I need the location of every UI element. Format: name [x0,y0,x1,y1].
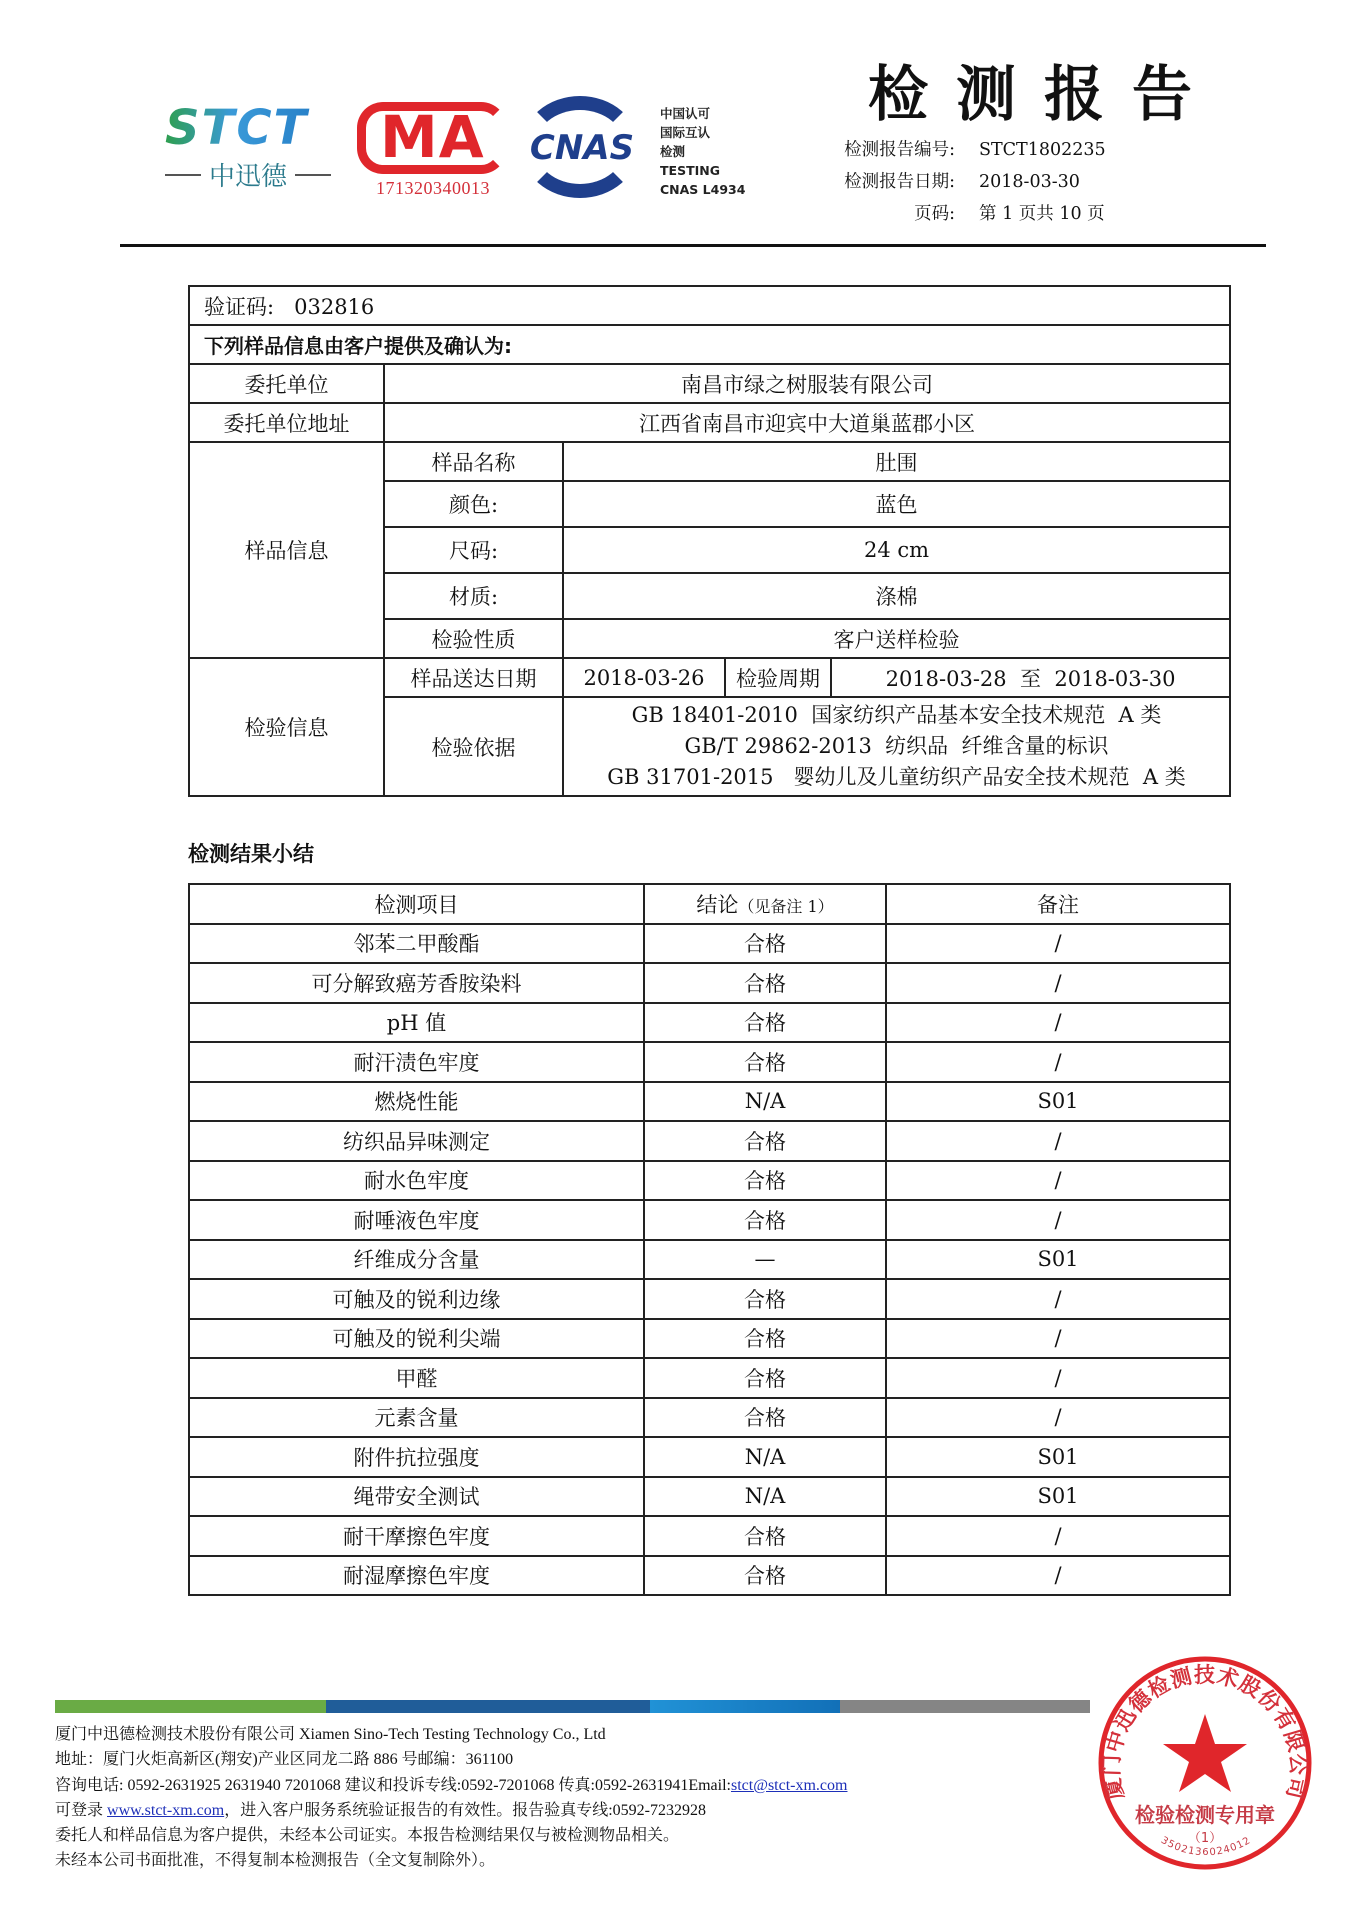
cnas-line: 中国认可 [660,106,711,121]
test-conclusion: 合格 [644,1358,886,1398]
sample-info-table [188,285,1231,797]
sample-field-value: 24 cm [563,527,1230,573]
stct-logo-subtitle [165,156,355,193]
meta-label: 检测报告编号: [844,140,955,160]
test-remark: / [886,963,1230,1003]
table-row [189,1082,1230,1122]
test-remark: / [886,1003,1230,1043]
seal-sub-text: （1） [1187,1831,1223,1846]
sample-field-value: 肚围 [563,442,1230,481]
sample-field-label: 样品名称 [384,442,563,481]
stct-logo-word: STCT [165,104,355,152]
test-conclusion: 合格 [644,1516,886,1556]
address-row [189,403,1230,442]
test-remark: / [886,1121,1230,1161]
address-value: 江西省南昌市迎宾中大道巢蓝郡小区 [384,403,1230,442]
footer-color-bar [55,1700,1090,1713]
test-remark: S01 [886,1437,1230,1477]
test-remark: / [886,1556,1230,1596]
cnas-line: 检测 [660,144,686,159]
basis-standard: GB 31701-2015 婴幼儿及儿童纺织产品安全技术规范 A 类 [607,765,1186,789]
table-row [189,1516,1230,1556]
page-number: 第 1 页共 10 页 [979,204,1105,224]
table-row [189,1358,1230,1398]
client-value: 南昌市绿之树服装有限公司 [384,364,1230,403]
client-label: 委托单位 [189,364,384,403]
cnas-logo [517,96,647,204]
test-item: 附件抗拉强度 [189,1437,644,1477]
cma-logo-text: MA [380,103,485,171]
test-conclusion: N/A [644,1437,886,1477]
test-item: 可触及的锐利边缘 [189,1279,644,1319]
receive-date-value: 2018-03-26 [563,658,725,697]
results-header-row [189,884,1230,924]
col-header-item: 检测项目 [189,884,644,924]
cnas-line: 国际互认 [660,125,711,140]
test-remark: S01 [886,1082,1230,1122]
cnas-line: TESTING [660,163,720,178]
sample-field-label: 尺码: [384,527,563,573]
test-item: 耐湿摩擦色牢度 [189,1556,644,1596]
verify-code-row [189,286,1230,325]
test-item: 可触及的锐利尖端 [189,1319,644,1359]
footer-login-suffix: ，进入客户服务系统验证报告的有效性。报告验真专线:0592-7232928 [224,1801,706,1819]
inspect-group-label: 检验信息 [189,658,384,796]
sample-field-label: 检验性质 [384,619,563,658]
col-header-remark: 备注 [886,884,1230,924]
stct-logo [165,100,355,194]
test-remark: / [886,1161,1230,1201]
test-remark: S01 [886,1240,1230,1280]
test-conclusion: 合格 [644,1200,886,1240]
seal-ring-text: 厦门中迅德检测技术股份有限公司 [1099,1663,1311,1802]
test-item: 耐唾液色牢度 [189,1200,644,1240]
test-remark: S01 [886,1477,1230,1517]
footer-disclaimer: 未经本公司书面批准，不得复制本检测报告（全文复制除外）。 [55,1852,496,1870]
test-remark: / [886,1279,1230,1319]
test-remark: / [886,1516,1230,1556]
conclusion-label: 结论 [696,892,739,917]
address-label: 委托单位地址 [189,403,384,442]
meta-label: 检测报告日期: [844,172,955,192]
table-row [189,1200,1230,1240]
test-remark: / [886,1200,1230,1240]
conclusion-note: （见备注 1） [738,896,834,916]
test-item: 元素含量 [189,1398,644,1438]
report-date: 2018-03-30 [979,172,1080,192]
report-date-row [820,166,1106,198]
basis-standard: GB/T 29862-2013 纺织品 纤维含量的标识 [684,734,1109,758]
client-row [189,364,1230,403]
footer-disclaimer: 委托人和样品信息为客户提供，未经本公司证实。本报告检测结果仅与被检测物品相关。 [55,1827,680,1845]
test-item: 甲醛 [189,1358,644,1398]
test-item: pH 值 [189,1003,644,1043]
footer-info [55,1722,847,1874]
test-conclusion: N/A [644,1082,886,1122]
test-conclusion: 合格 [644,1319,886,1359]
sample-field-value: 客户送样检验 [563,619,1230,658]
official-seal-icon [1094,1652,1316,1874]
report-number-row [820,134,1106,166]
test-remark: / [886,1042,1230,1082]
header-divider [120,244,1266,247]
test-conclusion: 合格 [644,1121,886,1161]
table-row [189,1437,1230,1477]
footer-bar-blue [326,1700,650,1713]
footer-login-prefix: 可登录 [55,1801,108,1819]
sample-field-value: 涤棉 [563,573,1230,619]
seal-code: 3502136024012 [1158,1834,1254,1859]
cnas-line: CNAS L4934 [660,182,746,197]
receive-date-label: 样品送达日期 [384,658,563,697]
basis-values [563,697,1230,796]
col-header-conclusion [644,884,886,924]
footer-bar-green [55,1700,326,1713]
footer-verify [55,1798,847,1823]
divider [165,174,201,176]
verify-code-label: 验证码: [204,294,275,319]
test-item: 耐水色牢度 [189,1161,644,1201]
seal-center-text: 检验检测专用章 [1135,1803,1275,1827]
test-conclusion: 合格 [644,1398,886,1438]
footer-bar-light-blue [650,1700,840,1713]
table-row [189,963,1230,1003]
email-link[interactable]: stct@stct-xm.com [730,1776,848,1794]
period-label: 检验周期 [725,658,831,697]
test-conclusion: 合格 [644,1161,886,1201]
footer-company: 厦门中迅德检测技术股份有限公司 Xiamen Sino-Tech Testing Technology Co., Ltd [55,1726,606,1743]
test-remark: / [886,1358,1230,1398]
test-conclusion: — [644,1240,886,1280]
test-item: 邻苯二甲酸酯 [189,924,644,964]
results-table [188,883,1231,1596]
test-item: 耐干摩擦色牢度 [189,1516,644,1556]
footer-contact [55,1773,847,1798]
cnas-logo-text: CNAS [529,128,635,168]
cma-mark-icon [357,102,507,174]
test-item: 燃烧性能 [189,1082,644,1122]
table-row [189,1240,1230,1280]
sample-group-label: 样品信息 [189,442,384,658]
test-item: 纺织品异味测定 [189,1121,644,1161]
verify-code-value: 032816 [294,294,375,319]
footer-bar-gray [840,1700,1090,1713]
table-row [189,924,1230,964]
table-row [189,1556,1230,1596]
footer-address: 地址：厦门火炬高新区(翔安)产业区同龙二路 886 号邮编：361100 [55,1751,514,1769]
footer-phone: 咨询电话: 0592-2631925 2631940 7201068 建议和投诉专线:0592-7201068 传真:0592-2631941Email: [55,1776,731,1794]
cma-number: 171320340013 [376,178,490,198]
meta-label: 页码: [914,204,955,224]
intro-row [189,325,1230,364]
table-row [189,1398,1230,1438]
test-conclusion: 合格 [644,963,886,1003]
results-section-title: 检测结果小结 [188,842,314,866]
cnas-accreditation-text [660,104,745,199]
report-meta [820,134,1106,230]
cma-logo [357,102,509,207]
table-row [189,1319,1230,1359]
test-remark: / [886,1398,1230,1438]
verify-code-cell [189,286,1230,325]
period-value: 2018-03-28 至 2018-03-30 [831,658,1230,697]
table-row [189,1279,1230,1319]
table-row [189,1042,1230,1082]
test-item: 耐汗渍色牢度 [189,1042,644,1082]
basis-label: 检验依据 [384,697,563,796]
test-conclusion: 合格 [644,924,886,964]
page-number-row [820,198,1106,230]
receive-date-row [189,658,1230,697]
test-item: 纤维成分含量 [189,1240,644,1280]
test-remark: / [886,924,1230,964]
test-conclusion: 合格 [644,1003,886,1043]
test-item: 绳带安全测试 [189,1477,644,1517]
test-conclusion: 合格 [644,1279,886,1319]
stct-logo-cn: 中迅德 [209,162,288,192]
test-conclusion: 合格 [644,1556,886,1596]
sample-row [189,442,1230,481]
table-row [189,1121,1230,1161]
table-row [189,1003,1230,1043]
report-number: STCT1802235 [979,140,1106,160]
intro-text: 下列样品信息由客户提供及确认为: [189,325,1230,364]
website-link[interactable]: www.stct-xm.com [107,1801,225,1819]
basis-standard: GB 18401-2010 国家纺织产品基本安全技术规范 A 类 [631,703,1162,727]
sample-field-value: 蓝色 [563,481,1230,527]
divider [295,174,331,176]
report-title: 检测报告 [868,60,1220,130]
test-conclusion: 合格 [644,1042,886,1082]
test-item: 可分解致癌芳香胺染料 [189,963,644,1003]
test-conclusion: N/A [644,1477,886,1517]
table-row [189,1161,1230,1201]
sample-field-label: 材质: [384,573,563,619]
test-remark: / [886,1319,1230,1359]
sample-field-label: 颜色: [384,481,563,527]
table-row [189,1477,1230,1517]
